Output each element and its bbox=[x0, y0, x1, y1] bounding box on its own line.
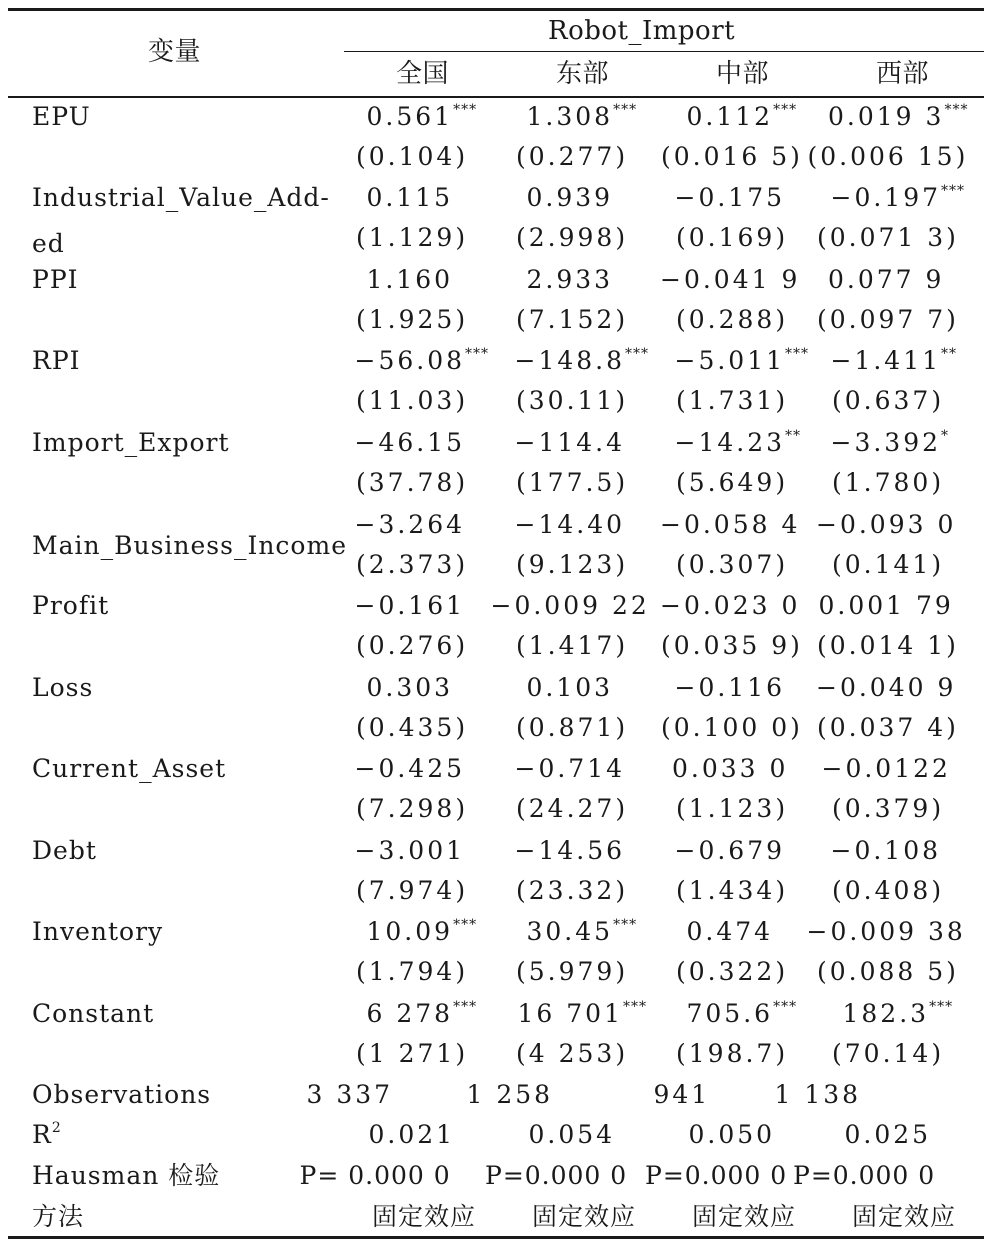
standard-error-cell: (1.434) bbox=[676, 876, 789, 905]
coefficient-cell bbox=[822, 754, 951, 784]
standard-error-cell: (1.925) bbox=[356, 305, 469, 334]
standard-error-cell: (11.03) bbox=[356, 386, 469, 415]
coefficient-cell bbox=[675, 346, 810, 380]
coefficient-cell bbox=[355, 591, 466, 621]
standard-error-cell: (5.649) bbox=[676, 468, 789, 497]
coefficient-value: −3.392 bbox=[830, 428, 942, 457]
variable-name: Loss bbox=[32, 673, 94, 702]
method-value: 固定效应 bbox=[532, 1202, 637, 1231]
standard-error-cell: (2.998) bbox=[516, 223, 629, 252]
coefficient-value: −0.116 bbox=[674, 673, 786, 702]
coefficient-cell bbox=[367, 102, 478, 136]
coefficient-cell bbox=[367, 999, 478, 1033]
hausman-label: Hausman 检验 bbox=[32, 1161, 221, 1190]
standard-error-cell: (0.100 0) bbox=[661, 713, 803, 742]
standard-error-cell: (1 271) bbox=[356, 1039, 469, 1068]
coefficient-value: 1.308 bbox=[526, 102, 614, 131]
coefficient-cell bbox=[527, 265, 614, 295]
hausman-value: P= 0.000 0 bbox=[299, 1161, 451, 1190]
coefficient-cell bbox=[687, 999, 798, 1033]
column-header-east: 东部 bbox=[556, 59, 610, 89]
coefficient-cell bbox=[527, 102, 638, 136]
standard-error-cell: (1.731) bbox=[676, 386, 789, 415]
standard-error-cell: (0.871) bbox=[516, 713, 629, 742]
standard-error-cell: (177.5) bbox=[516, 468, 629, 497]
significance-stars: ** bbox=[941, 346, 958, 362]
coefficient-value: 0.077 9 bbox=[828, 265, 945, 294]
r2-value: 0.050 bbox=[688, 1120, 776, 1149]
significance-stars: *** bbox=[613, 102, 638, 118]
coefficient-value: −1.411 bbox=[830, 346, 942, 375]
coefficient-value: 16 701 bbox=[517, 999, 623, 1028]
standard-error-cell: (7.152) bbox=[516, 305, 629, 334]
coefficient-cell bbox=[819, 591, 954, 621]
observations-value: 941 bbox=[653, 1080, 711, 1109]
variable-name: Constant bbox=[32, 999, 155, 1028]
coefficient-cell bbox=[687, 102, 798, 136]
r2-label bbox=[32, 1120, 62, 1154]
coefficient-cell bbox=[527, 673, 614, 703]
variable-name: Debt bbox=[32, 836, 97, 865]
coefficient-value: −0.023 0 bbox=[660, 591, 801, 620]
standard-error-cell: (0.037 4) bbox=[817, 713, 959, 742]
standard-error-cell: (0.277) bbox=[516, 142, 629, 171]
coefficient-cell bbox=[660, 591, 800, 621]
coefficient-value: −14.56 bbox=[514, 836, 626, 865]
coefficient-value: 0.019 3 bbox=[828, 102, 945, 131]
coefficient-cell bbox=[527, 183, 614, 213]
coefficient-value: 1.160 bbox=[366, 265, 454, 294]
r-squared-base: R bbox=[32, 1120, 52, 1149]
significance-stars: *** bbox=[625, 346, 650, 362]
coefficient-cell bbox=[367, 917, 478, 951]
coefficient-value: 182.3 bbox=[842, 999, 930, 1028]
significance-stars: *** bbox=[785, 346, 810, 362]
standard-error-cell: (0.104) bbox=[356, 142, 469, 171]
coefficient-cell bbox=[675, 428, 802, 462]
coefficient-cell bbox=[527, 917, 638, 951]
coefficient-value: −0.0122 bbox=[821, 754, 951, 783]
bottom-rule bbox=[8, 1236, 984, 1239]
standard-error-cell: (5.979) bbox=[516, 957, 629, 986]
coefficient-cell bbox=[367, 673, 454, 703]
standard-error-cell: (1.123) bbox=[676, 794, 789, 823]
coefficient-value: −0.679 bbox=[674, 836, 786, 865]
coefficient-value: −0.093 0 bbox=[816, 510, 957, 539]
standard-error-cell: (0.276) bbox=[356, 631, 469, 660]
coefficient-cell bbox=[355, 754, 466, 784]
coefficient-value: −0.041 9 bbox=[660, 265, 801, 294]
significance-stars: *** bbox=[622, 999, 647, 1015]
standard-error-cell: (0.637) bbox=[832, 386, 945, 415]
standard-error-cell: (0.035 9) bbox=[661, 631, 803, 660]
coefficient-value: 2.933 bbox=[526, 265, 614, 294]
standard-error-cell: (7.298) bbox=[356, 794, 469, 823]
coefficient-cell bbox=[515, 510, 626, 540]
coefficient-value: 6 278 bbox=[366, 999, 454, 1028]
r2-value: 0.054 bbox=[528, 1120, 616, 1149]
variable-name: Main_Business_Income bbox=[32, 531, 347, 560]
coefficient-cell bbox=[518, 999, 647, 1033]
hausman-value: P=0.000 0 bbox=[645, 1161, 788, 1190]
standard-error-cell: (1.417) bbox=[516, 631, 629, 660]
variable-name: Profit bbox=[32, 591, 110, 620]
standard-error-cell: (0.288) bbox=[676, 305, 789, 334]
coefficient-cell bbox=[675, 673, 786, 703]
coefficient-value: 705.6 bbox=[686, 999, 774, 1028]
group-rule bbox=[344, 51, 984, 52]
variable-name: EPU bbox=[32, 102, 91, 131]
method-value: 固定效应 bbox=[372, 1202, 477, 1231]
standard-error-cell: (1.780) bbox=[832, 468, 945, 497]
coefficient-value: −114.4 bbox=[514, 428, 626, 457]
coefficient-value: −0.009 22 bbox=[490, 591, 650, 620]
r-squared-exponent: 2 bbox=[51, 1120, 62, 1136]
coefficient-cell bbox=[843, 999, 954, 1033]
coefficient-value: −14.40 bbox=[514, 510, 626, 539]
coefficient-cell bbox=[831, 428, 950, 462]
significance-stars: *** bbox=[453, 999, 478, 1015]
coefficient-cell bbox=[491, 591, 650, 621]
standard-error-cell: (24.27) bbox=[516, 794, 629, 823]
hausman-value: P=0.000 0 bbox=[485, 1161, 628, 1190]
coefficient-value: 10.09 bbox=[366, 917, 454, 946]
standard-error-cell: (9.123) bbox=[516, 550, 629, 579]
coefficient-value: −0.714 bbox=[514, 754, 626, 783]
hausman-value: P=0.000 0 bbox=[793, 1161, 936, 1190]
coefficient-value: 0.939 bbox=[526, 183, 614, 212]
coefficient-cell bbox=[515, 836, 626, 866]
significance-stars: *** bbox=[773, 999, 798, 1015]
coefficient-value: 0.103 bbox=[526, 673, 614, 702]
coefficient-cell bbox=[816, 673, 956, 703]
standard-error-cell: (0.435) bbox=[356, 713, 469, 742]
standard-error-cell: (1.794) bbox=[356, 957, 469, 986]
standard-error-cell: (0.088 5) bbox=[817, 957, 959, 986]
coefficient-value: 0.033 0 bbox=[672, 754, 789, 783]
standard-error-cell: (198.7) bbox=[676, 1039, 789, 1068]
standard-error-cell: (23.32) bbox=[516, 876, 629, 905]
header-rule bbox=[8, 96, 984, 98]
standard-error-cell: (0.016 5) bbox=[661, 142, 803, 171]
coefficient-cell bbox=[831, 346, 958, 380]
standard-error-cell: (70.14) bbox=[832, 1039, 945, 1068]
coefficient-value: 0.115 bbox=[366, 183, 454, 212]
observations-value: 1 138 bbox=[774, 1080, 862, 1109]
coefficient-cell bbox=[828, 102, 968, 136]
coefficient-value: −0.161 bbox=[354, 591, 466, 620]
coefficient-value: −148.8 bbox=[514, 346, 626, 375]
standard-error-cell: (0.141) bbox=[832, 550, 945, 579]
observations-label: Observations bbox=[32, 1080, 212, 1109]
coefficient-cell bbox=[675, 183, 786, 213]
coefficient-value: 0.474 bbox=[686, 917, 774, 946]
coefficient-value: −0.175 bbox=[674, 183, 786, 212]
standard-error-cell: (0.006 15) bbox=[807, 142, 969, 171]
coefficient-value: −0.040 9 bbox=[816, 673, 957, 702]
coefficient-value: −0.058 4 bbox=[660, 510, 801, 539]
standard-error-cell: (2.373) bbox=[356, 550, 469, 579]
coefficient-value: 0.001 79 bbox=[818, 591, 954, 620]
coefficient-cell bbox=[828, 265, 944, 295]
coefficient-value: 0.303 bbox=[366, 673, 454, 702]
coefficient-cell bbox=[515, 346, 650, 380]
coefficient-value: −14.23 bbox=[674, 428, 786, 457]
variable-name: PPI bbox=[32, 265, 79, 294]
coefficient-cell bbox=[367, 183, 454, 213]
standard-error-cell: (7.974) bbox=[356, 876, 469, 905]
standard-error-cell: (0.408) bbox=[832, 876, 945, 905]
coefficient-value: 0.112 bbox=[686, 102, 774, 131]
variable-name: Industrial_Value_Add- bbox=[32, 183, 330, 212]
coefficient-cell bbox=[367, 265, 454, 295]
variable-name: Current_Asset bbox=[32, 754, 227, 783]
coefficient-value: −0.425 bbox=[354, 754, 466, 783]
significance-stars: ** bbox=[785, 428, 802, 444]
coefficient-cell bbox=[355, 510, 466, 540]
coefficient-cell bbox=[660, 510, 800, 540]
column-header-west: 西部 bbox=[876, 59, 930, 89]
coefficient-cell bbox=[355, 346, 490, 380]
coefficient-cell bbox=[355, 836, 466, 866]
coefficient-value: 0.561 bbox=[366, 102, 454, 131]
coefficient-value: −0.108 bbox=[830, 836, 942, 865]
significance-stars: *** bbox=[613, 917, 638, 933]
variable-name-continued: ed bbox=[32, 229, 65, 258]
column-header-central: 中部 bbox=[716, 59, 770, 89]
coefficient-value: −5.011 bbox=[674, 346, 786, 375]
coefficient-cell bbox=[672, 754, 788, 784]
significance-stars: *** bbox=[944, 102, 969, 118]
coefficient-cell bbox=[515, 428, 626, 458]
observations-value: 1 258 bbox=[466, 1080, 554, 1109]
significance-stars: *** bbox=[453, 917, 478, 933]
coefficient-value: 30.45 bbox=[526, 917, 614, 946]
significance-stars: * bbox=[941, 428, 950, 444]
standard-error-cell: (0.322) bbox=[676, 957, 789, 986]
coefficient-value: −0.197 bbox=[830, 183, 942, 212]
coefficient-cell bbox=[831, 836, 942, 866]
coefficient-cell bbox=[816, 510, 956, 540]
coefficient-cell bbox=[687, 917, 774, 947]
coefficient-cell bbox=[675, 836, 786, 866]
column-header-national: 全国 bbox=[396, 59, 450, 89]
observations-value: 3 337 bbox=[306, 1080, 394, 1109]
top-rule bbox=[8, 8, 984, 11]
standard-error-cell: (0.169) bbox=[676, 223, 789, 252]
r2-value: 0.021 bbox=[368, 1120, 456, 1149]
significance-stars: *** bbox=[773, 102, 798, 118]
significance-stars: *** bbox=[941, 183, 966, 199]
coefficient-cell bbox=[355, 428, 466, 458]
variable-header: 变量 bbox=[148, 37, 202, 67]
coefficient-value: −3.001 bbox=[354, 836, 466, 865]
coefficient-value: −46.15 bbox=[354, 428, 466, 457]
coefficient-value: −3.264 bbox=[354, 510, 466, 539]
significance-stars: *** bbox=[465, 346, 490, 362]
standard-error-cell: (30.11) bbox=[516, 386, 629, 415]
r2-value: 0.025 bbox=[844, 1120, 932, 1149]
coefficient-cell bbox=[807, 917, 966, 947]
standard-error-cell: (37.78) bbox=[356, 468, 469, 497]
variable-name: Import_Export bbox=[32, 428, 230, 457]
robot-import-header: Robot_Import bbox=[548, 16, 736, 46]
standard-error-cell: (4 253) bbox=[516, 1039, 629, 1068]
coefficient-value: −56.08 bbox=[354, 346, 466, 375]
method-value: 固定效应 bbox=[852, 1202, 957, 1231]
coefficient-cell bbox=[831, 183, 966, 217]
method-value: 固定效应 bbox=[692, 1202, 797, 1231]
coefficient-cell bbox=[515, 754, 626, 784]
standard-error-cell: (0.071 3) bbox=[817, 223, 959, 252]
significance-stars: *** bbox=[929, 999, 954, 1015]
standard-error-cell: (1.129) bbox=[356, 223, 469, 252]
standard-error-cell: (0.097 7) bbox=[817, 305, 959, 334]
standard-error-cell: (0.379) bbox=[832, 794, 945, 823]
significance-stars: *** bbox=[453, 102, 478, 118]
variable-name: Inventory bbox=[32, 917, 164, 946]
variable-name: RPI bbox=[32, 346, 81, 375]
method-label: 方法 bbox=[32, 1202, 85, 1231]
standard-error-cell: (0.307) bbox=[676, 550, 789, 579]
coefficient-cell bbox=[660, 265, 800, 295]
standard-error-cell: (0.014 1) bbox=[817, 631, 959, 660]
coefficient-value: −0.009 38 bbox=[806, 917, 966, 946]
